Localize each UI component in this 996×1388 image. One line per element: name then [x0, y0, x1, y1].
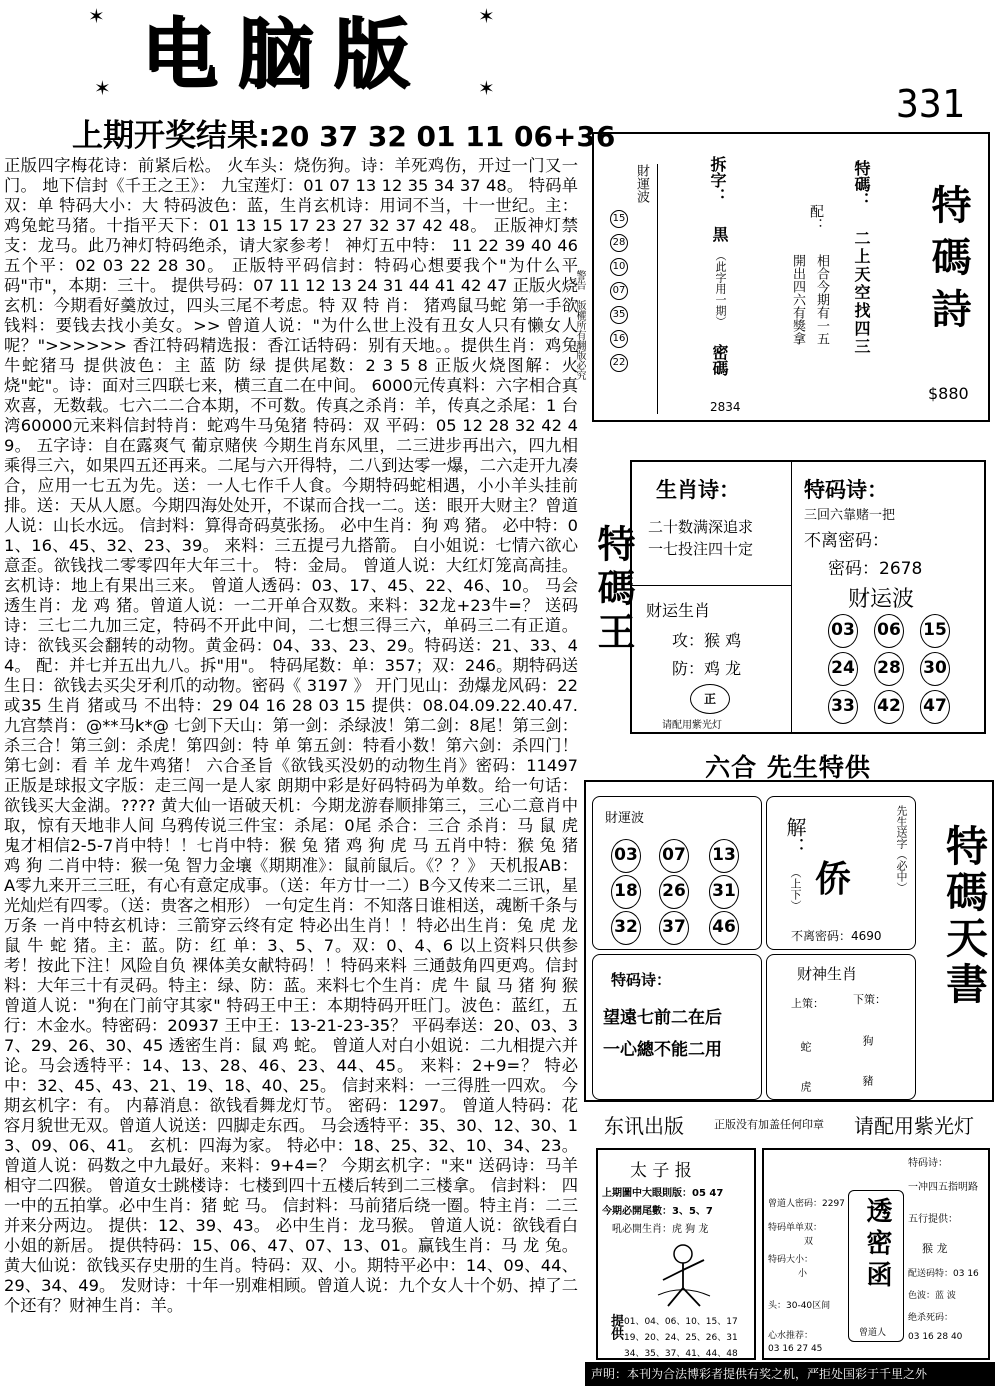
liuhe-wave-number: 03 [611, 839, 641, 873]
poem-line: 二上天空找四三 [852, 230, 871, 356]
caishen-title: 财神生肖 [797, 965, 858, 983]
toumi-right: 配送码特：03 16 [908, 1269, 979, 1279]
tema-shi-box [592, 132, 990, 422]
tema-shi-code: 2834 [710, 400, 741, 414]
chaizi-note: （此字用一期） [714, 250, 727, 327]
wave-number: 06 [874, 614, 904, 648]
main-article: 正版四字梅花诗：前紧后松。 火车头：烧伤狗。诗：羊死鸡伤，开过一门又一门。 地下信封《千王之王》： 九宝莲灯：01 07 13 12 35 34 37 48。 特码单双：单 特码大小：大 特码波色：蓝，生肖玄机诗：用词不当，十一世纪。主：鸡兔蛇马猪。十指平天下：01 13 15 17 23 27 32 37 42 48。 正版神灯禁支：龙马。此乃神灯特码绝杀，请大家参考！ 神灯五中特： 11 22 39 40 46 五个平：02 03 22 28 30。 正版特平码信封：特码心想要我个"为什么平码"市"，本期：三十。 提供号码：07 11 12 13 24 31 44 41 42 47 正版火烧玄机：今期看好羹放过，四头三尾不考虑。特 双 特 肖： 猪鸡鼠马蛇 第一手欲钱料：要钱去找小美女。>> 曾道人说："为什么世上没有丑女人只有懒女人呢？">>>>>> 香江特码精选报：香江话特码：别有天地。。提供生肖：鸡兔牛蛇猪马 提供波色：主 蓝 防 绿 提供尾数：2 3 5 8 正版火烧图解：火烧"蛇"。诗：面对三四联七来，横三直二在中间。 6000元传真料：六字相合真欢喜，无数载。七六二二合本期，不可数。传真之杀肖：羊，传真之杀尾：1 台湾60000元来料信封特肖：蛇鸡牛马兔猪 特码：双 平码：05 12 28 32 42 49。 五字诗：自在露爽气 葡京赌侠 今期生肖东风里，二三进步再出六，四九相乘得三六，如果四五还再来。二尾与六开得特，二八到达零一爆，二六走开九凑合，应用一七五为先。送：一人七作千人食。今期特码蛇相遇，小小羊头挂前排。送：天从人愿。今期四海处处开，不谋而合找一二。送：眼开大财主？曾道人说：山长水远。 信封料：算得奇码莫张扬。 必中生肖：狗 鸡 猪。 必中特：01、16、45、32、23、39。 来料：三五提弓九搭箭。 白小姐说：七情六欲心意歪。欲钱找二零零四年大年三十。 特：金局。 曾道人说：大红灯笼高高挂。 玄机诗：地上有果出三来。 曾道人透码：03、17、45、22、46、10。 马会透生肖：龙 鸡 猪。曾道人说：一二开单合双数。来料：32龙+23牛=？ 送码诗：三七二九加三定，特码不开此中间，二七想三得三六，单码三二有正道。诗：欲钱买会翻转的动物。黄金码：04、33、23、29。特码送：21、33、44。 配：并七并五出九八。拆"用"。 特码尾数：单：357；双：246。期特码送生日：欲钱去买尖牙利爪的动物。密码《 3197 》 开门见山：劲爆龙风码：22或35 生肖 猪或马 不出特：29 04 16 28 03 15 提供：08.04.09.22.40.47. 九宫禁肖：@**马k*@ 七剑下天山：第一剑：杀绿波！第二剑：8尾！第三剑：杀三合！第三剑：杀虎！第四剑：特 单 第五剑：特看小数！第六剑：杀四门！第七剑：看 羊 龙牛鸡猪！ 六合圣旨《欲钱买没奶的动物生肖》密码：11497 正版是球报文字版：走三闯一是人家 朗期中彩是好码特码为单数。给一句话：欲钱买大金湖。???? 黄大仙一语破天机：今期龙游春顺排第三，三心二意肖中取，惊有天地非人间 乌鸦传说三件宝：杀尾：0尾 杀合：三合 杀肖：马 鼠 虎 鬼才相信2-5-7肖中特！！七肖中特：猴 兔 猪 鸡 狗 虎 马 五肖中特：猴 兔 猪 鸡 狗 二肖中特：猴一兔 智力金壤《期期准》：鼠前鼠后。《？？》 天机报AB：A零九来开三三旺，有心有意定成事。（送：年方廿一二）B今又传来二三讯，星光灿烂有四零。（送：贵客之相形） 一句定生肖：不知落日谁相送，魂断千条与万条 一肖中特玄机诗：三箭穿云终有定 特必出生肖！！特必出生肖：兔 虎 龙 鼠 牛 蛇 猪。主：蓝。防：红 单：3、5、7。双：0、4、6 以上资料只供参考！按此下注！风险自负 裸体美女献特码！！特码来料 三通鼓角四更鸡。信封料：大年三十有灵码。特主：绿、防：蓝。来料七个生肖：虎 牛 鼠 马 猪 狗 猴 曾道人说："狗在门前守其家" 特码王中王：本期特码开旺门。波色：蓝红，五行：木金水。特密码：20937 王中王：13-21-23-35？ 平码奉送：20、03、37、29、26、30、45 透密生肖：鼠 鸡 蛇。 曾道人对白小姐说：二九相提六并论。马会透特平：14、13、28、46、23、44、45。 来料：2+9=？ 特必中：32、45、43、21、19、18、40、25。 信封来料：一三得胜一四欢。 今期玄机字：有。 内幕消息：欲钱看舞龙灯节。 密码：1297。 曾道人特码：花容月貌世无双。曾道人说送：四脚走东西。 马会透特平：35、30、12、30、13、09、06、41。 玄机：四海为家。 特必中：18、25、32、10、34、23。曾道人说：码数之中九最好。来料：9+4=？ 今期玄机字："来" 送码诗：马羊相守二四猴。 曾道女士跳楼诗：七楼到四十五楼后转到二三楼拿。 信封料： 四一中的五拍掌。必中生肖：猪 蛇 马。 信封料：马前猪后绕一圈。特主肖：二三并来分两边。 提供：12、39、43。 必中生肖：龙马猴。 曾道人说：欲钱看白小姐的新居。 提供特码：15、06、47、07、13、01。赢钱生肖：马 龙 兔。黄大仙说：欲钱买存史册的生肖。特码：双、小。期特平必中：14、09、44、29、34、49。 发财诗：十年一别难相顾。曾道人说：九个女人十个奶、掉了二个还有？财神生肖：羊。 [4, 156, 578, 1315]
liuhe-tema-line: 一心總不能二用 [603, 1040, 722, 1060]
taizi-line: 吼必開生肖：虎 狗 龙 [612, 1224, 709, 1235]
shengxiao-poem [632, 462, 792, 586]
taizi-nums: 19、20、24、25、26、31 [624, 1333, 738, 1343]
jie-char: 侨 [815, 858, 852, 900]
toumi-right: 绝杀死码： [908, 1313, 954, 1323]
tema-wang-box [630, 460, 986, 734]
star-icon: ✶ [88, 4, 105, 28]
caifu-number: 35 [610, 306, 628, 324]
xia-label: 下策： [853, 993, 886, 1006]
tema-poem [794, 462, 986, 586]
toumi-box [762, 1148, 990, 1360]
uv-note: 请配用紫光灯 [854, 1114, 974, 1138]
disclaimer-bar: 声明：本刊为合法博彩者提供有奖之机，严拒处国彩于千里之外 [585, 1362, 995, 1386]
liuhe-wave-number: 18 [611, 875, 641, 909]
caifu-label: 財運波 [634, 164, 649, 203]
taizi-nums: 01、04、06、10、15、17 [624, 1317, 738, 1327]
toumi-value: 小 [798, 1269, 808, 1279]
liuhe-code: 不离密码：4690 [791, 929, 882, 943]
wave-numbers [828, 614, 958, 734]
poem-line: 相合今期有一五 [814, 254, 829, 345]
liuhe-wave-number: 46 [709, 911, 739, 945]
caifu-number: 07 [610, 282, 628, 300]
wave-number: 30 [920, 652, 950, 686]
chaizi-end: 密碼 [710, 344, 729, 376]
tema-shi-title: 特碼詩 [925, 184, 972, 340]
genuine-note: 正版没有加盖任何印章 [714, 1118, 824, 1131]
wave-number: 33 [828, 690, 858, 724]
liuhe-wave-number: 13 [709, 839, 739, 873]
gong-line: 攻：猴 鸡 [672, 631, 742, 650]
copyright-label: 版權所有翻版必究 [574, 300, 585, 380]
caifu-number: 22 [610, 354, 628, 372]
pei-label: 配： [808, 204, 824, 232]
taizi-title: 太 子 报 [630, 1161, 692, 1181]
taizi-line: 上期圖中大眼則版：05 47 [602, 1188, 724, 1199]
jie-label: 解： [783, 817, 807, 857]
caifu-column [602, 164, 658, 414]
tema-title: 特码诗： [804, 478, 888, 502]
toumi-right: 特码诗： [908, 1158, 948, 1169]
fang-line: 防：鸡 龙 [672, 659, 742, 678]
wave-number: 15 [920, 614, 950, 648]
liuhe-wave-number: 31 [709, 875, 739, 909]
toumi-right: 猴 龙 [922, 1242, 948, 1255]
star-icon: ✶ [94, 76, 111, 100]
wave-number: 42 [874, 690, 904, 724]
tema-line: 三回六靠赌一把 [804, 508, 896, 523]
liuhe-wave-panel [592, 796, 762, 950]
toumi-right: 五行提供： [908, 1214, 958, 1225]
caifu-number: 16 [610, 330, 628, 348]
tema-line: 不离密码： [804, 531, 889, 551]
wave-title: 财运波 [848, 587, 915, 612]
toumi-value: 03 16 27 45 [768, 1344, 823, 1354]
liuhe-big-title: 特碼天書 [940, 824, 989, 1008]
toumi-line: 头：30-40区间 [768, 1301, 831, 1311]
toumi-sub: 曾道人 [859, 1328, 887, 1338]
toumi-line: 心水推荐： [768, 1331, 814, 1341]
caishen-panel [766, 954, 916, 1100]
liuhe-tema-line: 望遠七前二在后 [603, 1008, 722, 1028]
seal-note: 请配用紫光灯 [662, 720, 722, 731]
shang-values: 蛇 虎 [799, 1041, 812, 1100]
figure-illustration-icon [638, 1240, 728, 1310]
wave-number: 24 [828, 652, 858, 686]
caiyun-title: 财运生肖 [646, 601, 711, 620]
masthead-title: 电脑版 [141, 9, 429, 98]
tema-wang-title: 特碼王 [591, 524, 636, 656]
toumi-line: 特码单单双： [768, 1223, 823, 1233]
shang-label: 上策： [791, 997, 824, 1010]
shengxiao-title: 生肖诗： [656, 478, 740, 502]
chaizi-char: 黒 [710, 226, 729, 242]
shengxiao-line: 二十数满深追求 [648, 518, 754, 536]
toumi-right: 03 16 28 40 [908, 1332, 963, 1342]
liuhe-wave-number: 07 [659, 839, 689, 873]
taizi-line: 今期必開尾數：3、5、7 [602, 1206, 713, 1217]
star-icon: ✶ [478, 76, 495, 100]
last-result [72, 116, 616, 156]
jie-panel [766, 796, 916, 950]
tema-code: 密码：2678 [828, 559, 923, 579]
shengxiao-line: 一七投注四十定 [648, 540, 754, 558]
wave-number: 47 [920, 690, 950, 724]
toumi-title-panel [848, 1190, 904, 1342]
wave-number: 03 [828, 614, 858, 648]
liuhe-tema-panel [592, 954, 762, 1100]
xiansheng-label: 先生送字（必中） [895, 805, 908, 893]
taizi-box [596, 1148, 756, 1360]
toumi-right: 一冲四五指明路 [908, 1182, 978, 1193]
liuhe-tema-title: 特码诗： [611, 971, 672, 989]
taizi-nums: 34、35、37、41、44、48 [624, 1349, 738, 1359]
liuhe-wave-number: 32 [611, 911, 641, 945]
toumi-value: 双 [804, 1237, 814, 1247]
jie-sub: （上下） [789, 867, 802, 911]
toumi-title: 透密函 [862, 1197, 892, 1293]
star-icon: ✶ [478, 4, 495, 28]
warning-label: 警告 [574, 270, 585, 290]
seal-stamp: 正 [690, 684, 730, 714]
toumi-line: 特码大小： [768, 1255, 814, 1265]
chaizi-label: 拆字： [708, 156, 727, 204]
caifu-number: 28 [610, 234, 628, 252]
liuhe-wave-label: 財運波 [605, 811, 645, 826]
toumi-line: 曾道人密码：2297 [768, 1199, 845, 1209]
liuhe-box [584, 780, 994, 1102]
liuhe-title: 六合 先生特供 [705, 753, 871, 782]
liuhe-wave-number: 37 [659, 911, 689, 945]
liuhe-wave-number: 26 [659, 875, 689, 909]
caifu-number: 10 [610, 258, 628, 276]
issue-number: 331 [896, 82, 965, 126]
provide-label: 提供 [608, 1314, 623, 1340]
caifu-number: 15 [610, 210, 628, 228]
last-result-label: 上期开奖结果: [72, 118, 271, 154]
toumi-right: 色波：蓝 波 [908, 1291, 956, 1301]
poem-line: 開出四六有獎拿 [790, 254, 805, 345]
price: $880 [928, 384, 969, 403]
publisher: 东讯出版 [604, 1114, 684, 1138]
tema-label: 特碼： [852, 160, 871, 208]
caiyun-shengxiao [632, 586, 792, 734]
wave-number: 28 [874, 652, 904, 686]
last-result-numbers: 20 37 32 01 11 06+36 [270, 120, 616, 153]
xia-values: 狗 豬 [861, 1035, 874, 1094]
